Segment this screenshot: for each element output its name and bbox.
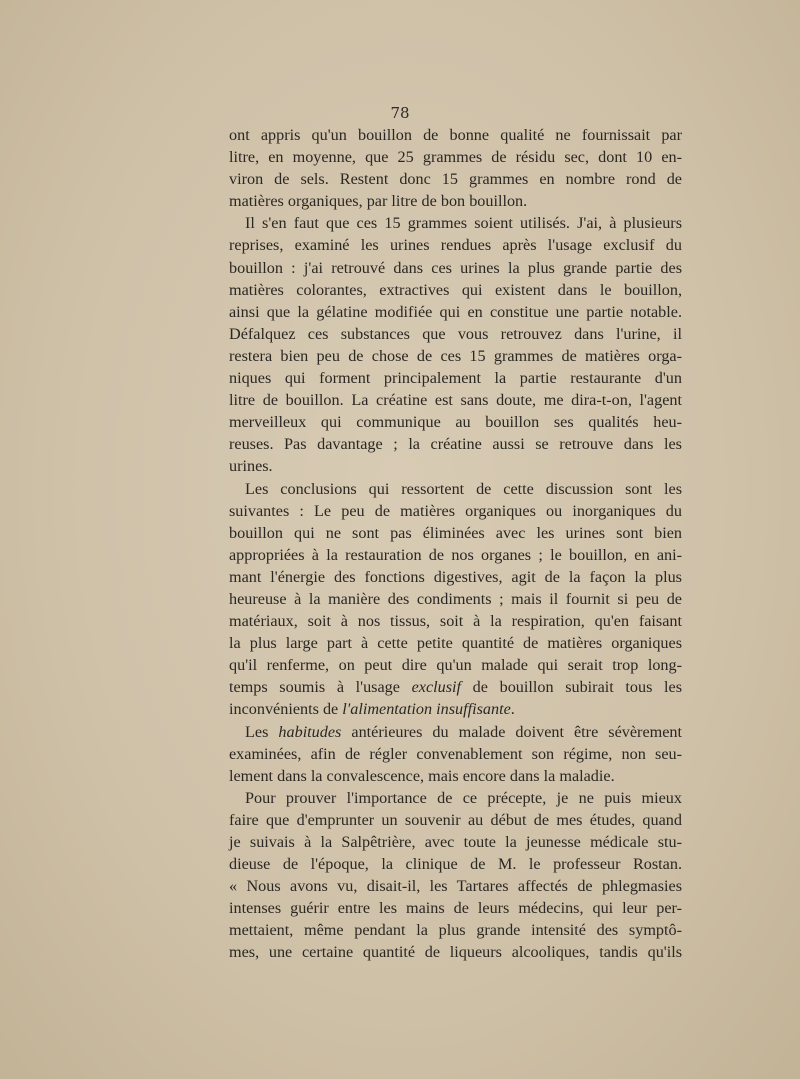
page-number: 78 [390,104,410,122]
text-line [229,698,682,720]
paragraph-1 [229,124,682,212]
text-line: litre de bouillon. La créatine est sans doute, me dira-t-on, l'agent [229,391,682,410]
text-line: merveilleux qui communique au bouillon ses qualités heu- [229,413,682,432]
text-line: litre, en moyenne, que 25 grammes de résidu sec, dont 10 en- [229,148,682,167]
text-line: viron de sels. Restent donc 15 grammes en nombre rond de [229,170,682,189]
text-line: ainsi que la gélatine modifiée qui en constitue une partie notable. [229,302,682,321]
text-line: Pour prouver l'importance de ce précepte, je ne puis mieux [245,788,682,807]
italic-text: l'alimentation insuffisante [342,700,511,719]
text-line: matières colorantes, extractives qui existent dans le bouillon, [229,280,682,299]
body-text [229,124,682,964]
text-line: mettaient, même pendant la plus grande intensité des symptô- [229,921,682,940]
text-run: Les [245,722,279,741]
italic-text: habitudes [278,722,342,741]
text-line: matières organiques, par litre de bon bouillon. [229,192,528,211]
paragraph-4 [229,721,682,787]
text-run: antérieures du malade doivent être sévèrement [341,722,682,741]
text-line: qu'il renferme, on peut dire qu'un malade qui serait trop long- [229,656,682,675]
text-line [229,676,682,698]
text-line: reuses. Pas davantage ; la créatine aussi se retrouve dans les [229,435,682,454]
paragraph-5 [229,787,682,964]
text-line: lement dans la convalescence, mais encore dans la maladie. [229,766,615,785]
italic-text: exclusif [411,678,462,697]
text-line: faire que d'emprunter un souvenir au début de mes études, quand [229,810,682,829]
text-line: restera bien peu de chose de ces 15 grammes de matières orga- [229,346,682,365]
text-line: mes, une certaine quantité de liqueurs alcooliques, tandis qu'ils [229,943,682,962]
text-run: de bouillon subirait tous les [461,678,683,697]
text-line: niques qui forment principalement la partie restaurante d'un [229,369,682,388]
text-line: examinées, afin de régler convenablement son régime, non seu- [229,744,682,763]
text-line: je suivais à la Salpêtrière, avec toute la jeunesse médicale stu- [229,833,682,851]
text-line: Il s'en faut que ces 15 grammes soient utilisés. J'ai, à plusieurs [245,214,682,233]
paragraph-2 [229,212,682,477]
text-line: matériaux, soit à nos tissus, soit à la respiration, qu'en faisant [229,612,682,631]
text-line: suivantes : Le peu de matières organiques ou inorganiques du [229,501,682,520]
text-line: la plus large part à cette petite quantité de matières organiques [229,634,682,653]
text-line: intenses guérir entre les mains de leurs médecins, qui leur per- [229,899,682,918]
text-line: heureuse à la manière des condiments ; mais il fournit si peu de [229,589,682,608]
text-line: « Nous avons vu, disait-il, les Tartares affectés de phlegmasies [229,877,682,896]
text-line [229,721,682,743]
text-line: mant l'énergie des fonctions digestives, agit de la façon la plus [229,567,682,586]
text-line: ont appris qu'un bouillon de bonne qualité ne fournissait par [229,126,682,144]
text-run: . [510,700,515,719]
text-line: bouillon : j'ai retrouvé dans ces urines la plus grande partie des [229,258,682,277]
text-line: urines. [229,457,273,476]
text-line: reprises, examiné les urines rendues après l'usage exclusif du [229,236,682,255]
text-line: Défalquez ces substances que vous retrouvez dans l'urine, il [229,324,682,343]
text-line: appropriées à la restauration de nos organes ; le bouillon, en ani- [229,545,682,564]
text-run: temps soumis à l'usage [229,678,412,697]
text-line: bouillon qui ne sont pas éliminées avec les urines sont bien [229,523,682,542]
text-line: dieuse de l'époque, la clinique de M. le professeur Rostan. [229,855,682,874]
text-line: Les conclusions qui ressortent de cette discussion sont les [245,479,682,498]
text-run: inconvénients de [229,700,343,719]
paragraph-3 [229,478,682,721]
